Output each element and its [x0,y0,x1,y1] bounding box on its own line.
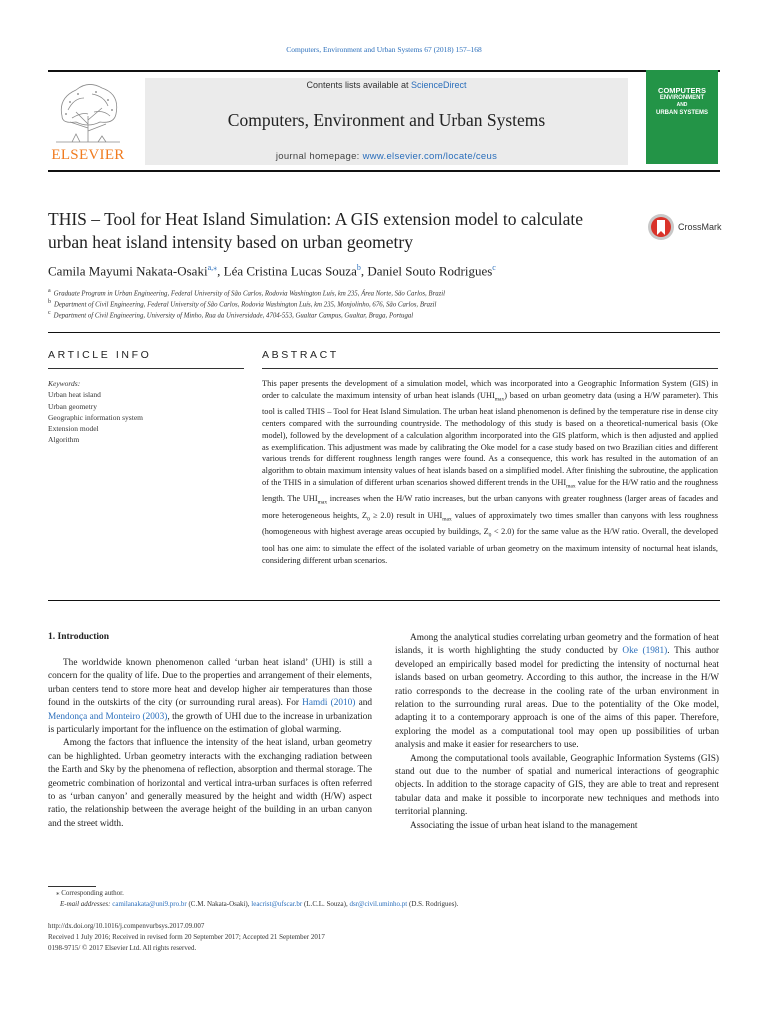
cover-title-line: COMPUTERS [658,86,706,95]
affiliation-text: Department of Civil Engineering, Federal University of São Carlos, Rodovia Washington Luís, km 235, Monjolinho, 676, São Carlos, Brazil [54,301,437,309]
contents-prefix: Contents lists available at [306,80,412,90]
cover-title [646,87,718,117]
author-name: Léa Cristina Lucas Souza [223,263,357,279]
email-addresses [60,900,458,908]
introduction-heading: 1. Introduction [48,632,110,642]
abstract-subscript: 0 [488,533,492,540]
copyright-line: 0198-9715/ © 2017 Elsevier Ltd. All rights reserved. [48,944,197,952]
affiliation-mark: a [48,288,51,294]
article-title [48,208,618,254]
abstract-rule [262,368,718,369]
abstract-subscript: max [494,396,505,403]
section-divider [48,600,720,601]
cover-title-line: URBAN SYSTEMS [655,109,708,116]
author-separator: , [217,263,224,279]
abstract-heading: ABSTRACT [262,349,339,361]
body-run: Among the analytical studies correlating urban geometry and the formation of heat islands, it is worth highlighting the study conducted by [395,633,719,657]
footnote-rule [48,886,96,887]
keyword: Extension model [48,424,99,433]
email-owner: (D.S. Rodrigues). [407,900,459,908]
affiliation-text: Graduate Program in Urban Engineering, Federal University of São Carlos, Rodovia Washington Luís, km 235, Área Norte, São Carlos, Brazil [53,290,446,298]
keyword: Algorithm [48,435,80,444]
section-divider [48,332,720,333]
body-paragraph: Associating the issue of urban heat island to the management [410,820,638,831]
abstract-text [262,378,718,566]
email-link[interactable]: leacrist@ufscar.br [251,900,303,908]
keywords-label: Keywords: [48,379,81,388]
affiliation-mark: b [48,299,51,305]
header-rule-top [48,70,720,72]
body-paragraph [395,632,719,753]
crossmark-label[interactable]: CrossMark [678,222,722,232]
body-run: , the growth of UHI due to the increase in urbanization is particularly important for the influence on the estimation of global warming. [48,711,372,736]
abstract-subscript: max [317,500,328,507]
abstract-run: value for the H/W ratio and the roughness length. The UHI [262,478,718,504]
citation-link[interactable]: Hamdi (2010) [302,698,356,709]
contents-line [145,80,628,90]
abstract-run: ≥ 2.0) result in UHI [369,510,443,520]
cover-title-line: AND [676,102,688,108]
body-run: The worldwide known phenomenon called ‘urban heat island’ (UHI) is still a concern for the quality of life. Due to the properties and arrangement of their elements, urban centers tend to store more heat and develop higher air temperatures than those found in the outskirts of the city (or surrounding rural areas). For [48,658,372,709]
doi-link[interactable]: http://dx.doi.org/10.1016/j.compenvurbsys.2017.09.007 [48,922,205,930]
author-name: Daniel Souto Rodrigues [367,263,493,279]
article-info-rule [48,368,244,369]
body-run: and [355,698,372,709]
affiliation [48,288,445,297]
author-list [48,263,496,279]
journal-reference[interactable]: Computers, Environment and Urban Systems 67 (2018) 157–168 [286,45,482,54]
email-label: E-mail addresses: [60,900,111,908]
author-affiliation-mark[interactable]: c [492,263,496,272]
cover-title-line: ENVIRONMENT [659,94,705,101]
abstract-run: ) based on urban geometry data (using a H/W parameter). This tool is called THIS – Tool for Heat Island Simulation. The urban heat island phenomenon is defined by the temperature rise in dense city centers compared with the surrounding countryside. The methodology of this study is based on a theoretical-numerical basis (Oke model), followed by the development of a calculation algorithm incorporated into the GIS platform, which is then adjusted and applied as exemplification. This adjustment was made by calibrating the Oke model for a case study based on two Brazilian cities and different various trends for different roughness length ranges were found. As a consequence, this work has resulted in the automation of an algorithm to obtain maximum intensity values of heat islands based on a simplified model. After finishing the subroutine, the application of the THIS in a simulation of different urban scenarios showed different trends in the UHI [262,390,718,488]
abstract-subscript: max [442,516,452,523]
body-column-right [395,632,719,833]
abstract-subscript: 0 [367,516,370,523]
citation-link[interactable]: Mendonça and Monteiro (2003) [48,711,168,722]
journal-name: Computers, Environment and Urban Systems [227,110,546,130]
homepage-prefix: journal homepage: [275,151,363,162]
received-dates: Received 1 July 2016; Received in revised form 20 September 2017; Accepted 21 September 2017 [48,933,325,941]
title-line: THIS – Tool for Heat Island Simulation: A GIS extension model to calculate [48,209,584,229]
author-separator: , [360,263,368,279]
abstract-run: This paper presents the development of a simulation model, which was incorporated into a Geographic Information System (GIS) in order to calculate the maximum intensity of urban heat islands (UHI [262,379,718,400]
citation-link[interactable]: Oke (1981) [622,646,668,657]
body-paragraph: Among the factors that influence the intensity of the heat island, urban geometry can be highlighted. Urban geometry interacts with the exchanging radiation between the Earth and Sky by the phenomena of reflection, absorption and thermal storage. The geometric combination of horizontal and vertical intra-urban surfaces is often referred to as ‘urban canyon’ and generally measured by the height and width (H/W) aspect ratio, the relationship between the average height of the building in an urban canyon and the street width. [48,738,372,829]
body-paragraph [48,657,372,737]
elsevier-wordmark: ELSEVIER [51,147,125,163]
sciencedirect-link[interactable]: ScienceDirect [411,80,467,90]
header-rule-bottom [48,170,720,172]
keyword: Urban geometry [48,402,97,411]
body-paragraph: Among the computational tools available, Geographic Information Systems (GIS) stand out due to the number of spatial and numerical interactions of geographic objects. In addition to the storage capacity of GIS, they are able to treat and represent tabular data and make it possible to incorporate new techniques and methods into territorial planning. [395,753,719,818]
abstract-subscript: max [566,483,576,490]
corresponding-author-note: ⁎ Corresponding author. [56,889,124,897]
affiliation-mark: c [48,310,51,316]
abstract-run: increases when the H/W ratio increases, but the urban canyons with greater roughness (larger areas of facades and more heterogeneous heights, Z [262,494,718,520]
homepage-link[interactable]: www.elsevier.com/locate/ceus [362,151,498,162]
email-link[interactable]: camilanakata@uni9.pro.br [112,900,187,908]
email-owner: (L.C.L. Souza), [302,900,350,908]
abstract-run: values of approximately two times smaller than canyons with less roughness (homogeneous with highest average areas occupied by buildings, Z [262,510,718,537]
author-name: Camila Mayumi Nakata-Osaki [48,263,208,279]
email-owner: (C.M. Nakata-Osaki), [186,900,252,908]
keyword: Geographic information system [48,413,143,422]
journal-cover-thumbnail[interactable] [646,70,718,164]
journal-homepage [145,151,628,162]
body-column-left [48,657,372,831]
keyword: Urban heat island [48,390,101,399]
affiliation-text: Department of Civil Engineering, University of Minho, Rua da Universidade, 4704-553, Gualtar Campus, Gualtar, Braga, Portugal [53,312,414,320]
title-line: urban heat island intensity based on urban geometry [48,232,413,252]
affiliation [48,310,413,319]
author-affiliation-mark[interactable]: b [356,263,361,272]
affiliation [48,299,436,308]
author-affiliation-mark[interactable]: a,⁎ [207,263,218,272]
body-run: . This author developed an empirically based model for predicting the intensity of nocturnal heat islands based on urban geometry. According to this author, the increase in the H/W ratio corresponds to the decrease in the cooling rate of the urban environment in relation to the surrounding rural areas. Due to the potentiality of the Oke model, adapting it to a contemporary approach is one of the aims of this paper. Therefore, exploring the model as a computational tool may open up possibilities of urban analysis and make it easier for researchers to use. [395,646,719,751]
email-link[interactable]: dsr@civil.uminho.pt [349,900,408,908]
article-info-heading: ARTICLE INFO [48,349,152,361]
abstract-run: < 2.0) for the same value as the H/W ratio. Overall, the developed tool has one aim: to simulate the effect of the isolated variable of urban geometry on the maximum intensity of nocturnal heat islands, considering different urban scenarios. [262,527,719,565]
